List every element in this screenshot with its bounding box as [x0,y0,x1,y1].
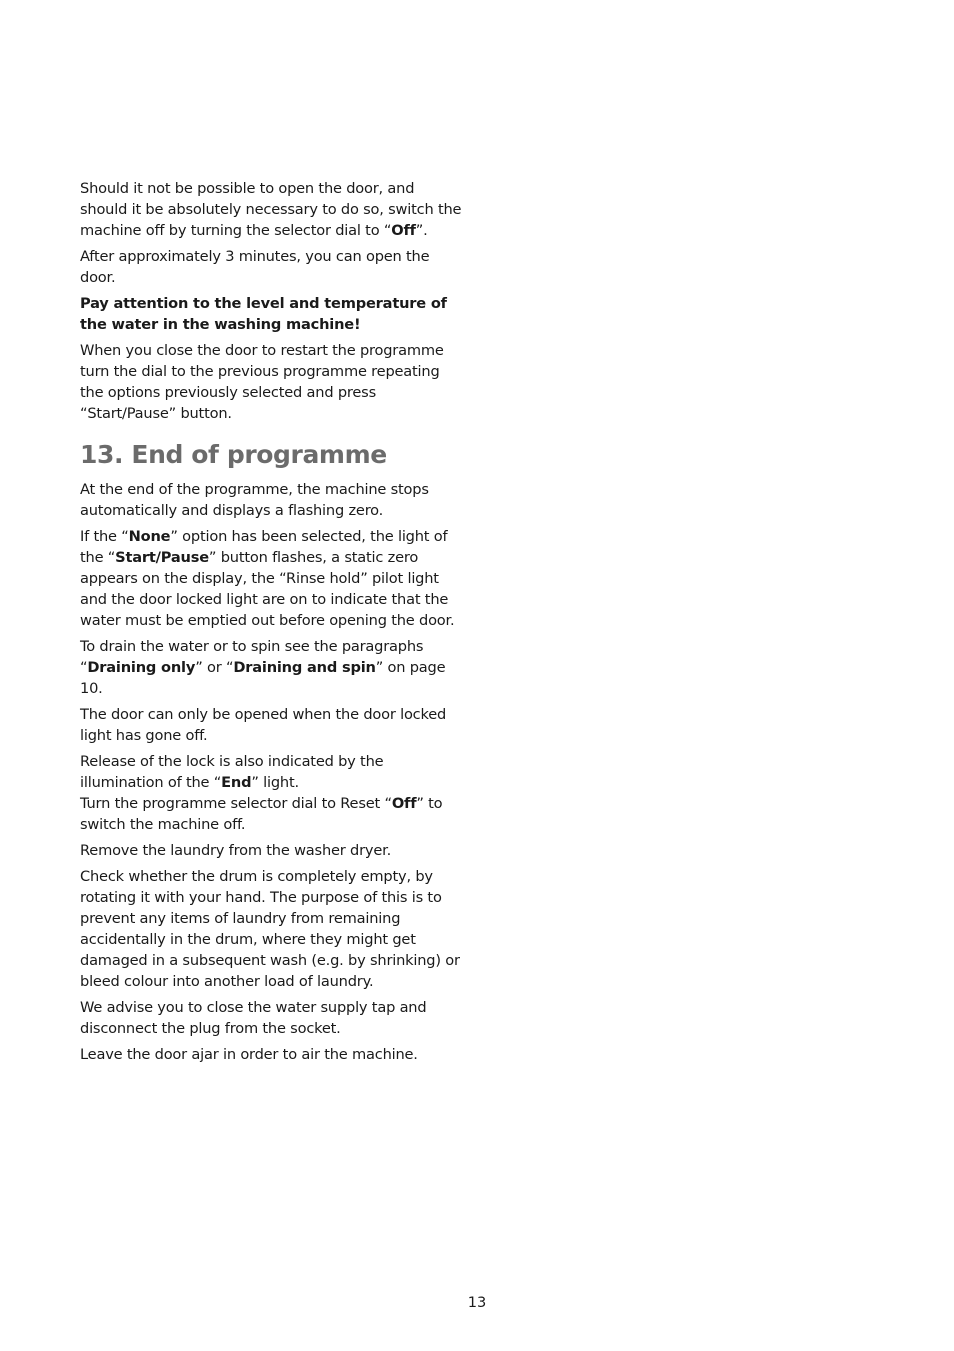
paragraph-door-open: Should it not be possible to open the door, and should it be absolutely necessary to do so, switch the machine off by turning the selector dial to “Off”. [80,180,462,239]
paragraph-door-ajar: Leave the door ajar in order to air the machine. [80,1046,418,1063]
paragraph-water-tap: We advise you to close the water supply tap and disconnect the plug from the socket. [80,999,427,1037]
paragraph-release-lock: Release of the lock is also indicated by the illumination of the “End” light. [80,753,384,791]
paragraph-check-drum: Check whether the drum is completely empty, by rotating it with your hand. The purpose of this is to prevent any items of laundry from remaining accidentally in the drum, where they might get damaged in a subsequent wash (e.g. by shrinking) or bleed colour into another load of laundry. [80,868,460,990]
page-content [80,178,464,1070]
warning-text: Pay attention to the level and temperature of the water in the washing machine! [80,295,447,333]
paragraph-restart: When you close the door to restart the programme turn the dial to the previous programme repeating the options previously selected and press “Start/Pause” button. [80,342,444,422]
section-title: 13. End of programme [80,440,387,469]
paragraph-wait: After approximately 3 minutes, you can open the door. [80,248,430,286]
paragraph-none-option: If the “None” option has been selected, the light of the “Start/Pause” button flashes, a static zero appears on the display, the “Rinse hold” pilot light and the door locked light are on to indicate that the water must be emptied out before opening the door. [80,528,455,629]
page-number: 13 [467,1294,487,1311]
paragraph-end-stop: At the end of the programme, the machine stops automatically and displays a flashing zero. [80,481,429,519]
bold-off: Off [391,222,416,239]
paragraph-remove-laundry: Remove the laundry from the washer dryer. [80,842,392,859]
paragraph-drain: To drain the water or to spin see the paragraphs “Draining only” or “Draining and spin” on page 10. [80,638,446,697]
paragraph-door-locked: The door can only be opened when the door locked light has gone off. [80,706,447,744]
paragraph-reset-off: Turn the programme selector dial to Reset “Off” to switch the machine off. [80,795,443,833]
